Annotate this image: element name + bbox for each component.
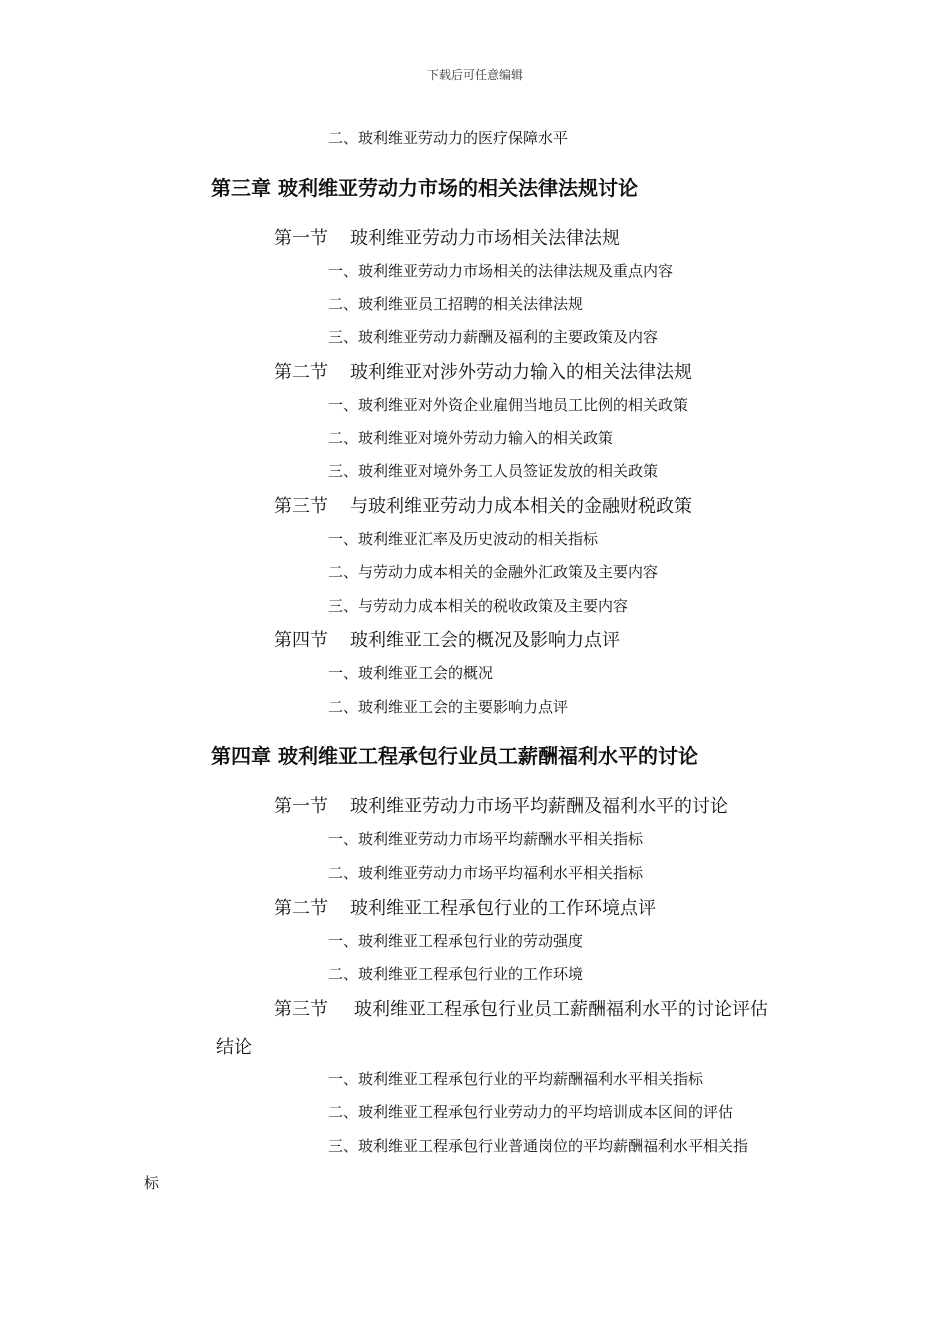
section-title: 玻利维亚工会的概况及影响力点评 (350, 630, 620, 651)
section-number: 第三节 (274, 999, 328, 1020)
page-header: 下载后可任意编辑 (426, 68, 523, 82)
section-number: 第二节 (274, 362, 328, 383)
toc-item: 二、玻利维亚工会的主要影响力点评 (328, 698, 569, 716)
toc-item: 一、玻利维亚劳动力市场平均薪酬水平相关指标 (328, 830, 644, 848)
toc-item: 三、与劳动力成本相关的税收政策及主要内容 (328, 597, 629, 615)
toc-item-continuation: 标 (144, 1174, 160, 1192)
toc-item: 二、与劳动力成本相关的金融外汇政策及主要内容 (328, 563, 659, 581)
toc-item: 二、玻利维亚对境外劳动力输入的相关政策 (328, 429, 614, 447)
toc-item: 一、玻利维亚工会的概况 (328, 664, 494, 682)
section-title: 与玻利维亚劳动力成本相关的金融财税政策 (350, 496, 692, 517)
toc-item: 三、玻利维亚劳动力薪酬及福利的主要政策及内容 (328, 328, 659, 346)
chapter-heading: 第三章 玻利维亚劳动力市场的相关法律法规讨论 (211, 176, 638, 200)
toc-item: 一、玻利维亚劳动力市场相关的法律法规及重点内容 (328, 262, 674, 280)
toc-item: 一、玻利维亚汇率及历史波动的相关指标 (328, 530, 599, 548)
section-title: 玻利维亚劳动力市场平均薪酬及福利水平的讨论 (350, 796, 728, 817)
section-title: 玻利维亚工程承包行业的工作环境点评 (350, 898, 656, 919)
section-title: 玻利维亚对涉外劳动力输入的相关法律法规 (350, 362, 692, 383)
section-heading (274, 358, 692, 384)
chapter-heading: 第四章 玻利维亚工程承包行业员工薪酬福利水平的讨论 (211, 744, 698, 768)
toc-item: 三、玻利维亚工程承包行业普通岗位的平均薪酬福利水平相关指 (328, 1137, 749, 1155)
section-number: 第四节 (274, 630, 328, 651)
toc-item: 一、玻利维亚工程承包行业的劳动强度 (328, 932, 584, 950)
section-title: 玻利维亚劳动力市场相关法律法规 (350, 228, 620, 249)
toc-item: 二、玻利维亚劳动力市场平均福利水平相关指标 (328, 864, 644, 882)
toc-item: 二、玻利维亚劳动力的医疗保障水平 (328, 129, 569, 147)
section-number: 第一节 (274, 228, 328, 249)
section-heading (274, 894, 656, 920)
toc-item: 二、玻利维亚员工招聘的相关法律法规 (328, 295, 584, 313)
section-number: 第二节 (274, 898, 328, 919)
section-heading (274, 492, 692, 518)
section-number: 第三节 (274, 496, 328, 517)
toc-item: 一、玻利维亚对外资企业雇佣当地员工比例的相关政策 (328, 396, 689, 414)
toc-item: 三、玻利维亚对境外务工人员签证发放的相关政策 (328, 462, 659, 480)
section-heading (274, 626, 620, 652)
section-heading (274, 995, 768, 1021)
section-title-continuation: 结论 (216, 1037, 252, 1058)
section-number: 第一节 (274, 796, 328, 817)
section-heading (274, 224, 620, 250)
toc-item: 一、玻利维亚工程承包行业的平均薪酬福利水平相关指标 (328, 1070, 704, 1088)
section-title: 玻利维亚工程承包行业员工薪酬福利水平的讨论评估 (354, 999, 768, 1020)
section-heading (274, 792, 728, 818)
toc-item: 二、玻利维亚工程承包行业的工作环境 (328, 965, 584, 983)
toc-item: 二、玻利维亚工程承包行业劳动力的平均培训成本区间的评估 (328, 1103, 734, 1121)
